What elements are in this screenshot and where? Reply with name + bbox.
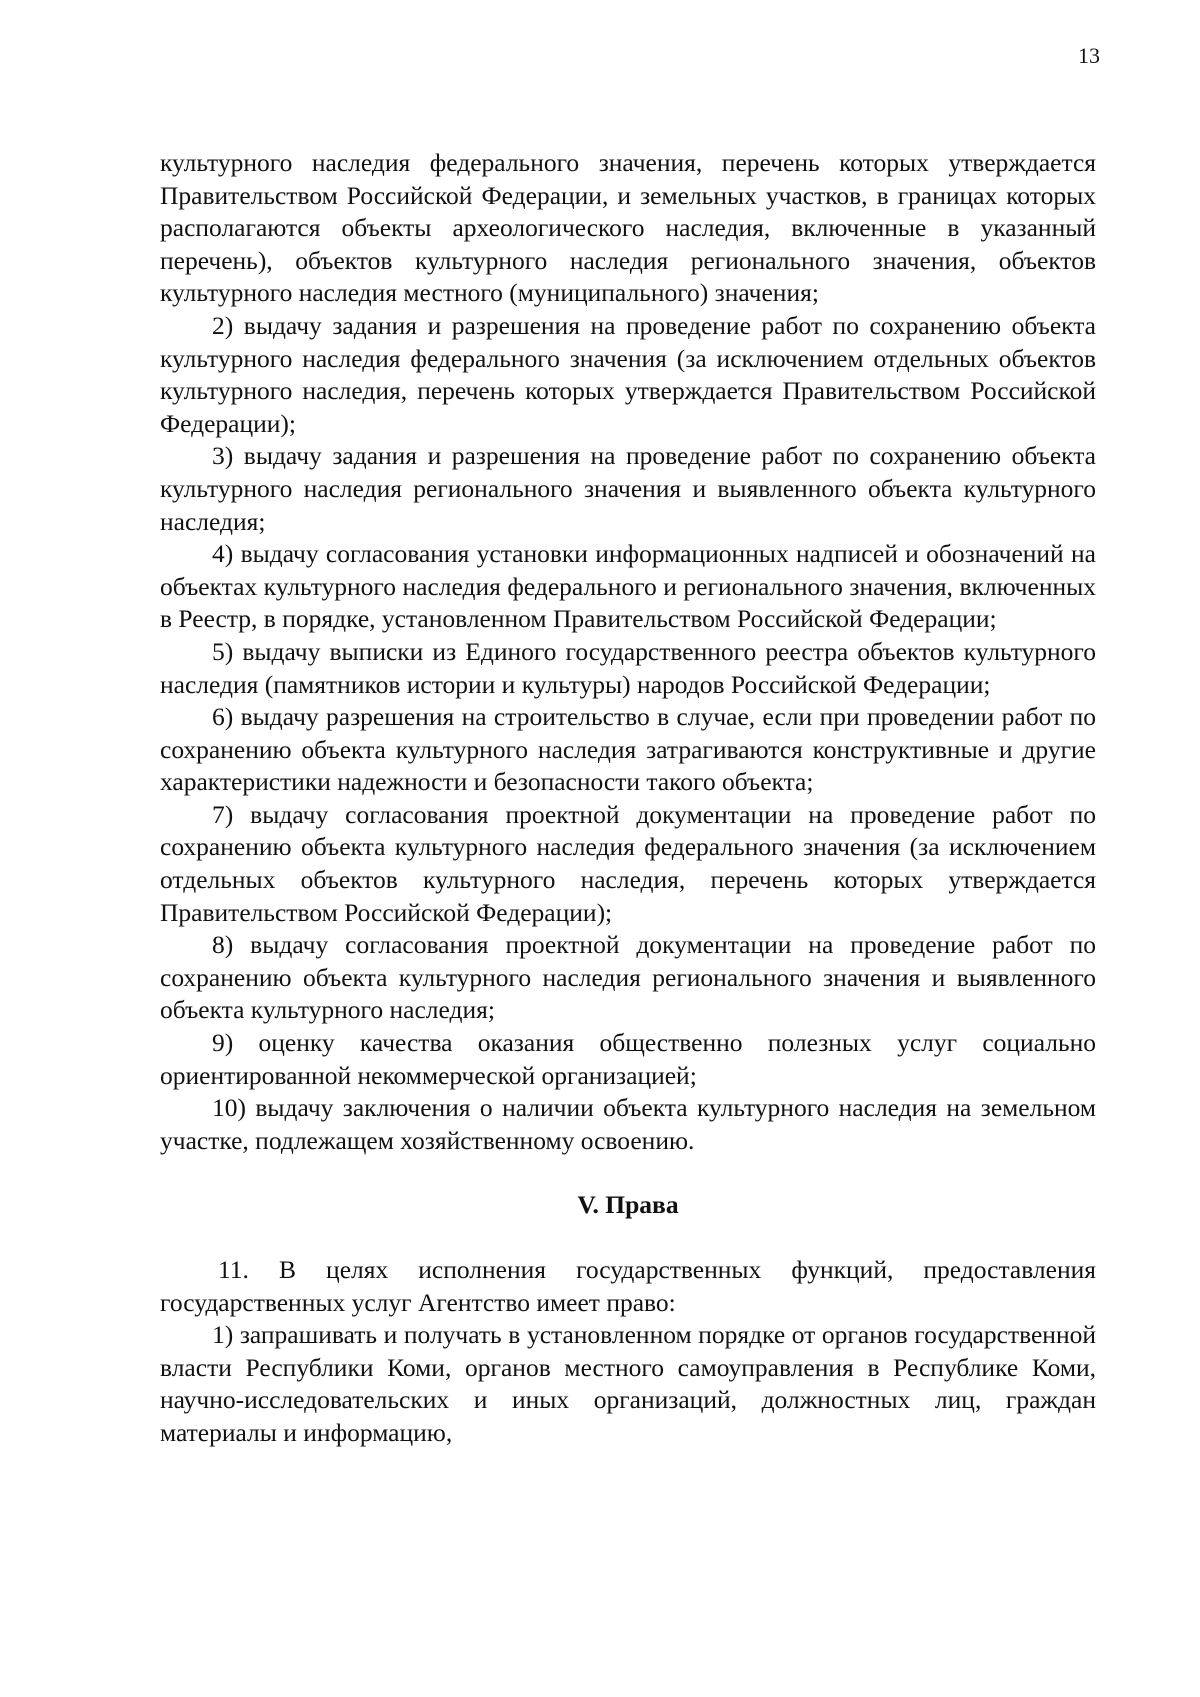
list-item-10: 10) выдачу заключения о наличии объекта культурного наследия на земельном участке, подлежащем хозяйственному освоению. [160,1093,1096,1155]
clause-11: 11. В целях исполнения государственных функций, предоставления государственных услуг Агентство имеет право: [160,1255,1096,1317]
list-item-5: 5) выдачу выписки из Единого государственного реестра объектов культурного наследия (памятников истории и культуры) народов Российской Федерации; [160,636,1096,699]
document-body [160,147,1096,1450]
list-item-4: 4) выдачу согласования установки информационных надписей и обозначений на объектах культурного наследия федерального и регионального значения, включенных в Реестр, в порядке, установленном Правительством Российской Федерации; [160,539,1096,634]
list-item-7: 7) выдачу согласования проектной документации на проведение работ по сохранению объекта культурного наследия федерального значения (за исключением отдельных объектов культурного наследия, перечень которых утверждается Правительством Российской Федерации); [160,799,1096,927]
clause-11-item-1: 1) запрашивать и получать в установленном порядке от органов государственной власти Республики Коми, органов местного самоуправления в Республике Коми, научно-исследовательских и иных организаций, должностных лиц, граждан материалы и информацию, [160,1320,1096,1447]
list-item-8: 8) выдачу согласования проектной документации на проведение работ по сохранению объекта культурного наследия регионального значения и выявленного объекта культурного наследия; [160,930,1096,1025]
list-item-9: 9) оценку качества оказания общественно полезных услуг социально ориентированной некоммерческой организацией; [160,1028,1096,1090]
section-heading: V. Права [577,1190,679,1220]
list-item-6: 6) выдачу разрешения на строительство в случае, если при проведении работ по сохранению объекта культурного наследия затрагиваются конструктивные и другие характеристики надежности и безопасности такого объекта; [160,702,1096,797]
page-number: 13 [1078,43,1100,68]
paragraph-continuation: культурного наследия федерального значения, перечень которых утверждается Правительством Российской Федерации, и земельных участков, в границах которых располагаются объекты археологического наследия, включенные в указанный перечень), объектов культурного наследия регионального значения, объектов культурного наследия местного (муниципального) значения; [160,148,1096,308]
list-item-3: 3) выдачу задания и разрешения на проведение работ по сохранению объекта культурного наследия регионального значения и выявленного объекта культурного наследия; [160,441,1096,536]
list-item-2: 2) выдачу задания и разрешения на проведение работ по сохранению объекта культурного наследия федерального значения (за исключением отдельных объектов культурного наследия, перечень которых утверждается Правительством Российской Федерации); [160,310,1096,438]
